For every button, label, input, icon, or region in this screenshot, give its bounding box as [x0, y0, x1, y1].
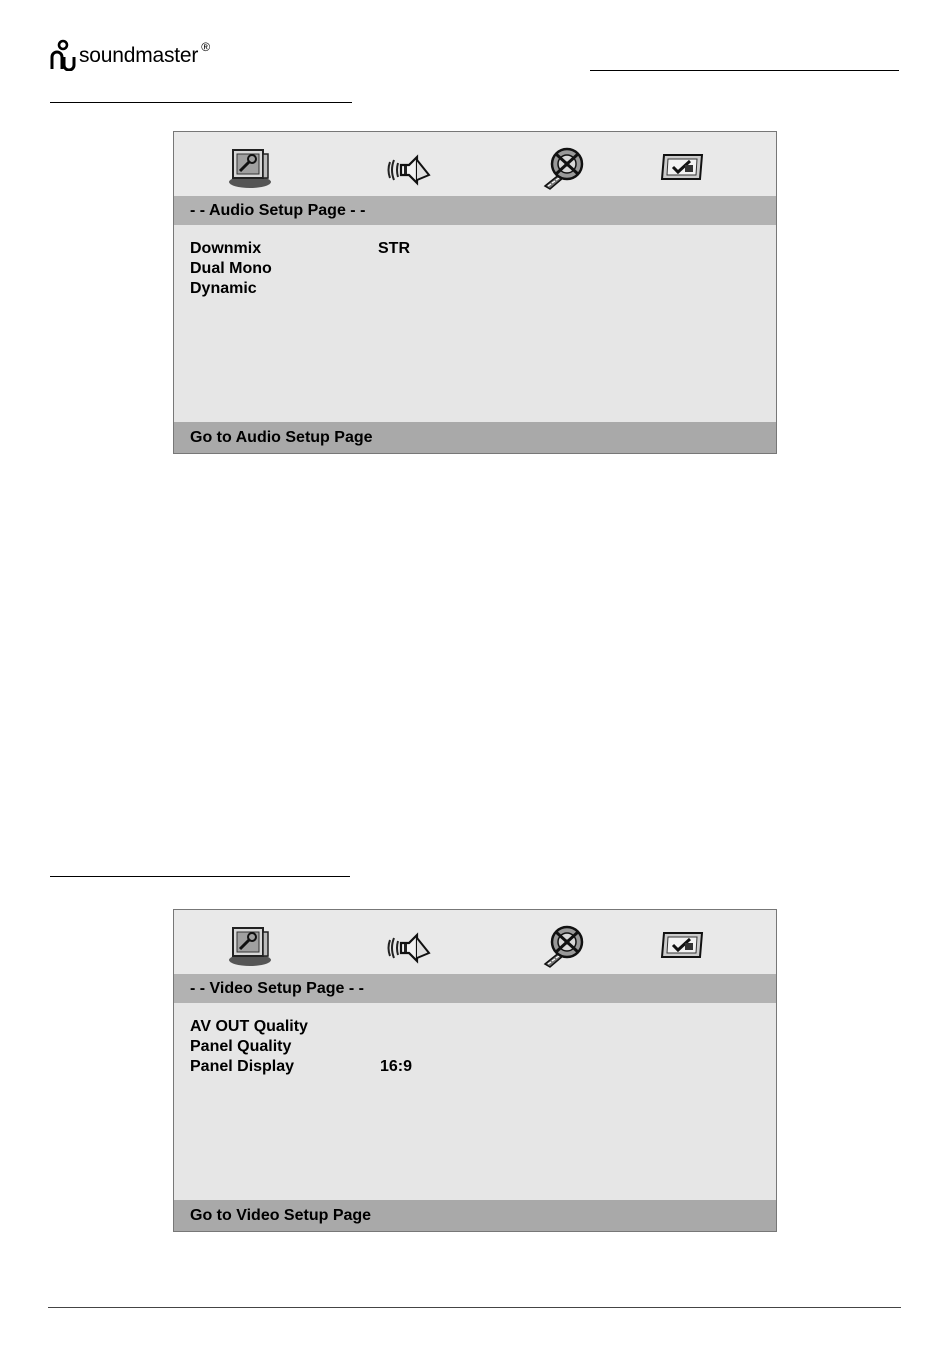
- footer-rule: [48, 1307, 901, 1308]
- audio-setup-icon[interactable]: [387, 152, 431, 188]
- audio-option-downmix[interactable]: [190, 239, 410, 259]
- video-setup-hint: Go to Video Setup Page: [174, 1200, 776, 1231]
- preference-setup-icon[interactable]: [660, 930, 704, 960]
- option-label: Dual Mono: [190, 260, 272, 277]
- audio-option-dynamic[interactable]: [190, 279, 378, 299]
- video-setup-options: [174, 1003, 776, 1200]
- option-label: Panel Display: [190, 1058, 295, 1075]
- brand-logo: [49, 38, 210, 72]
- video-setup-screen: [173, 909, 777, 1232]
- option-label: Downmix: [190, 240, 262, 257]
- video-setup-title: - - Video Setup Page - -: [174, 974, 776, 1003]
- option-label: AV OUT Quality: [190, 1018, 308, 1035]
- video-setup-icon[interactable]: [542, 924, 588, 968]
- video-setup-icon[interactable]: [542, 146, 588, 190]
- header-rule: [590, 70, 899, 71]
- section-rule-audio: [50, 102, 352, 103]
- option-label: Dynamic: [190, 280, 257, 297]
- audio-setup-hint: Go to Audio Setup Page: [174, 422, 776, 453]
- video-option-panel-display[interactable]: [190, 1057, 412, 1077]
- brand-name: soundmaster: [79, 43, 199, 67]
- option-value: STR: [378, 240, 410, 257]
- section-rule-video: [50, 876, 350, 877]
- video-option-av-out-quality[interactable]: [190, 1017, 378, 1037]
- setup-menu-icons: [174, 132, 776, 196]
- audio-setup-icon[interactable]: [387, 930, 431, 966]
- audio-setup-title: - - Audio Setup Page - -: [174, 196, 776, 225]
- option-value: 16:9: [380, 1058, 413, 1075]
- audio-setup-screen: [173, 131, 777, 454]
- registered-mark: ®: [201, 40, 211, 54]
- soundmaster-logo-icon: [49, 39, 77, 71]
- general-setup-icon[interactable]: [226, 146, 274, 190]
- general-setup-icon[interactable]: [226, 924, 274, 968]
- setup-menu-icons: [174, 910, 776, 974]
- audio-setup-options: [174, 225, 776, 422]
- preference-setup-icon[interactable]: [660, 152, 704, 182]
- audio-option-dual-mono[interactable]: [190, 259, 378, 279]
- option-label: Panel Quality: [190, 1038, 292, 1055]
- video-option-panel-quality[interactable]: [190, 1037, 378, 1057]
